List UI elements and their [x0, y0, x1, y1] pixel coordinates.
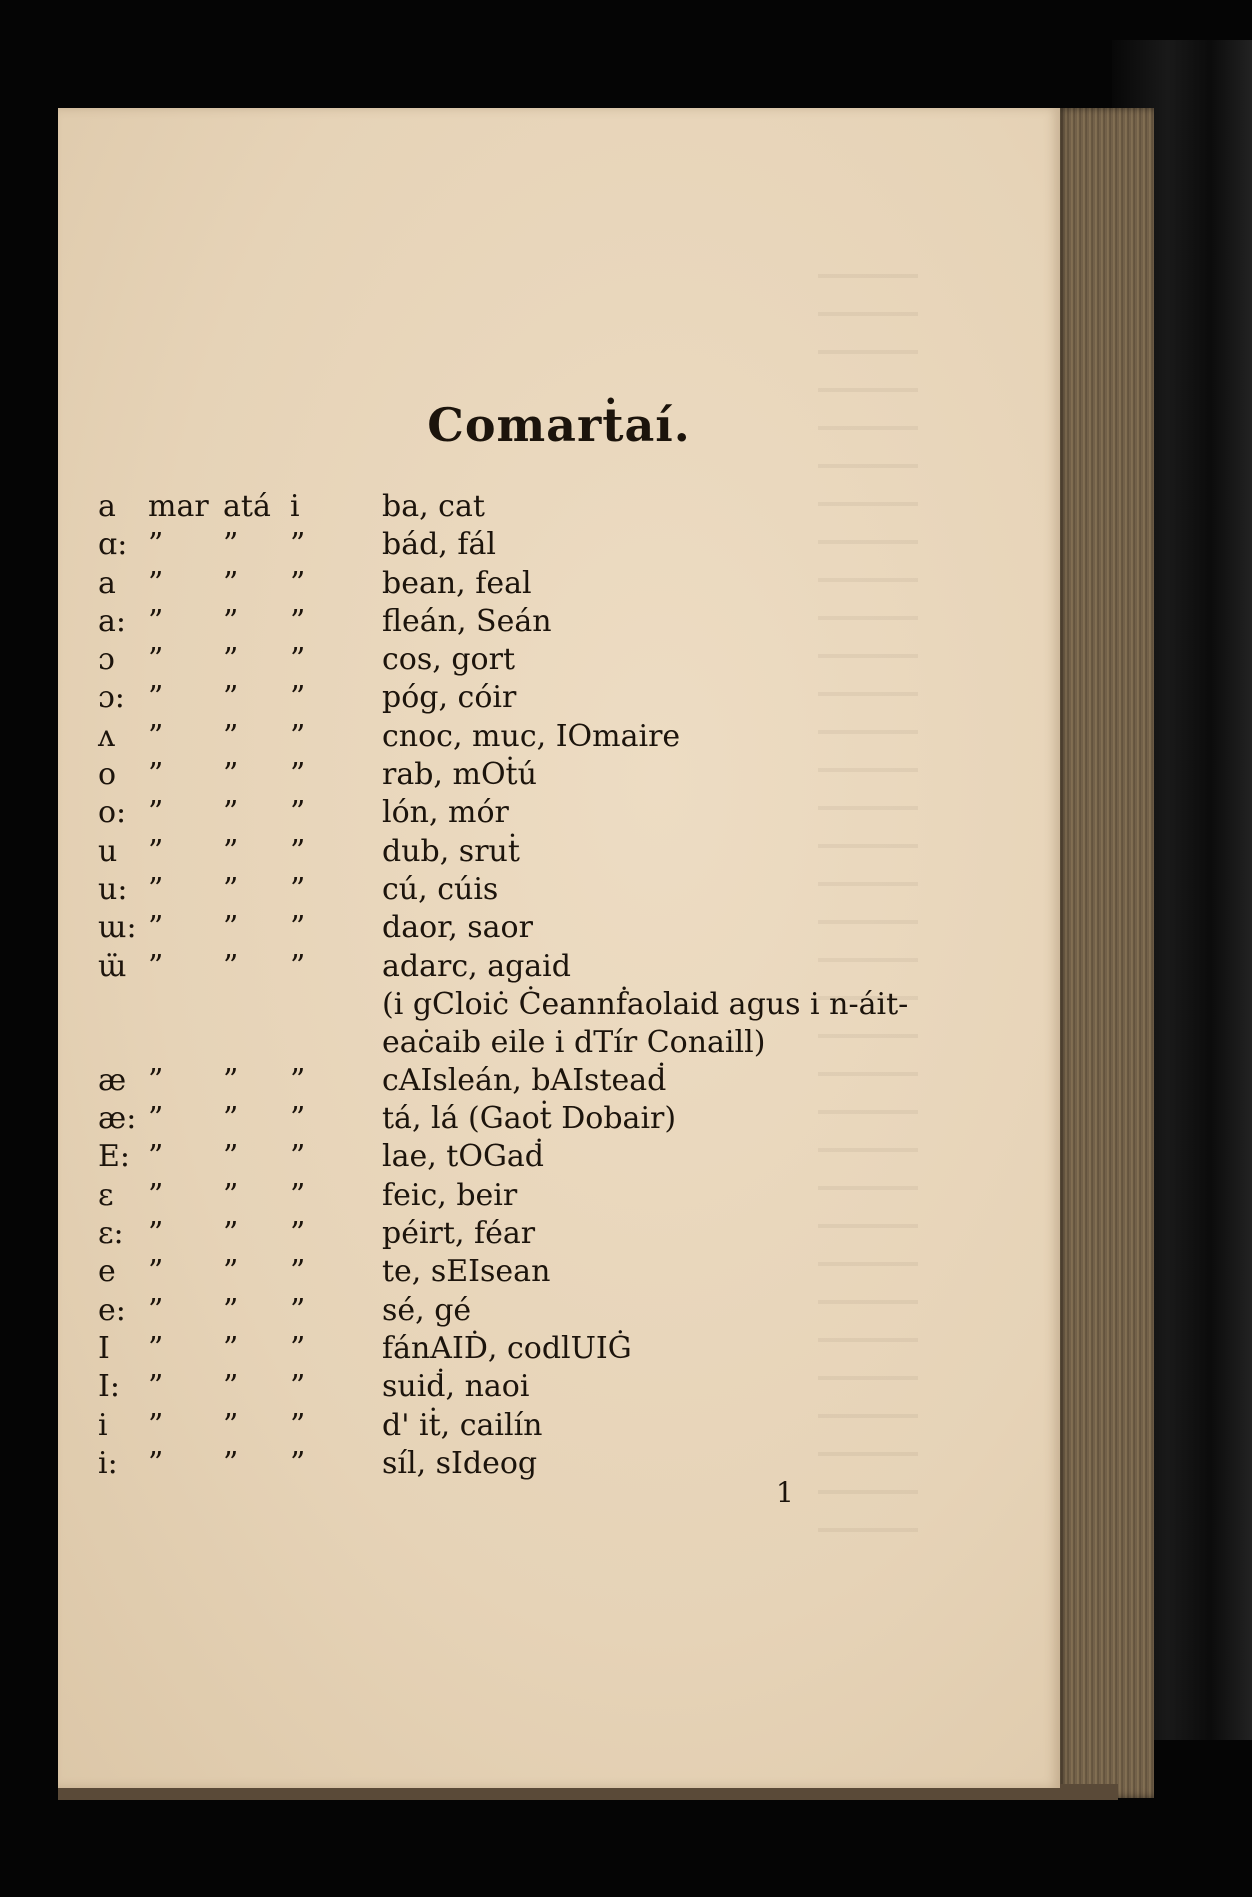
phonetic-symbol: I:: [98, 1369, 120, 1405]
ata-word: ”: [223, 795, 239, 831]
example-words: péirt, féar: [382, 1216, 536, 1252]
example-words: bean, feal: [382, 565, 532, 601]
ata-word: atá: [223, 489, 271, 524]
example-words: sé, gé: [382, 1292, 472, 1328]
table-row: [98, 526, 998, 564]
phonetic-symbol: ɯ:: [98, 910, 137, 946]
i-word: ”: [290, 1101, 306, 1137]
mar-word: ”: [148, 948, 164, 984]
table-row: [98, 948, 998, 986]
phonetic-symbol: u: [98, 833, 118, 869]
ata-word: ”: [223, 1216, 239, 1252]
mar-word: ”: [148, 1369, 164, 1405]
mar-word: ”: [148, 718, 164, 754]
ata-word: ”: [223, 1330, 239, 1366]
page-number: 1: [776, 1476, 794, 1509]
example-words: póg, cóir: [382, 680, 517, 716]
phonetic-symbol: i:: [98, 1445, 118, 1481]
table-row: [98, 679, 998, 717]
ata-word: ”: [223, 565, 239, 601]
ata-word: ”: [223, 1254, 239, 1290]
i-word: ”: [290, 1407, 306, 1443]
phonetic-symbol: ɛ:: [98, 1216, 124, 1252]
example-words: suiḋ, naoi: [382, 1369, 530, 1405]
mar-word: ”: [148, 642, 164, 678]
table-row: [98, 1445, 998, 1483]
i-word: ”: [290, 1216, 306, 1252]
mar-word: ”: [148, 680, 164, 716]
ata-word: ”: [223, 1445, 239, 1481]
i-word: ”: [290, 680, 306, 716]
i-word: ”: [290, 1062, 306, 1098]
ata-word: ”: [223, 871, 239, 907]
ata-word: ”: [223, 603, 239, 639]
page-title: Comarṫaí.: [427, 398, 691, 452]
table-row: [98, 718, 998, 756]
mar-word: ”: [148, 871, 164, 907]
ata-word: ”: [223, 910, 239, 946]
i-word: ”: [290, 757, 306, 793]
ata-word: ”: [223, 718, 239, 754]
mar-word: ”: [148, 1254, 164, 1290]
mar-word: ”: [148, 1292, 164, 1328]
ata-word: ”: [223, 833, 239, 869]
table-row: [98, 1368, 998, 1406]
table-row: [98, 1062, 998, 1100]
ata-word: ”: [223, 1101, 239, 1137]
i-word: ”: [290, 1177, 306, 1213]
mar-word: mar: [148, 489, 209, 524]
table-row: [98, 603, 998, 641]
ata-word: ”: [223, 948, 239, 984]
mar-word: ”: [148, 757, 164, 793]
example-words: dub, sruṫ: [382, 833, 520, 869]
ata-word: ”: [223, 642, 239, 678]
phonetic-symbol: æ: [98, 1062, 127, 1098]
ata-word: ”: [223, 757, 239, 793]
i-word: ”: [290, 603, 306, 639]
ata-word: ”: [223, 1177, 239, 1213]
phonetic-symbol: a: [98, 489, 116, 524]
phonetic-table: [98, 488, 998, 1483]
table-row: [98, 1292, 998, 1330]
example-words: te, sEIsean: [382, 1254, 551, 1290]
mar-word: ”: [148, 833, 164, 869]
i-word: ”: [290, 527, 306, 563]
phonetic-symbol: e:: [98, 1292, 126, 1328]
i-word: ”: [290, 565, 306, 601]
table-row: [98, 1407, 998, 1445]
ata-word: ”: [223, 1407, 239, 1443]
phonetic-symbol: I: [98, 1330, 110, 1366]
mar-word: ”: [148, 1062, 164, 1098]
mar-word: ”: [148, 1216, 164, 1252]
example-words: bád, fál: [382, 527, 496, 563]
page-edges: [1058, 108, 1154, 1798]
page: [58, 108, 1060, 1788]
i-word: ”: [290, 1369, 306, 1405]
phonetic-symbol: æ:: [98, 1101, 137, 1137]
mar-word: ”: [148, 1330, 164, 1366]
mar-word: ”: [148, 565, 164, 601]
mar-word: ”: [148, 910, 164, 946]
i-word: ”: [290, 718, 306, 754]
i-word: ”: [290, 642, 306, 678]
regional-note: (i gCloiċ Ċeannḟaolaid agus i n-áit-eaċaib eile i dTír Conaill): [382, 986, 909, 1060]
i-word: ”: [290, 1292, 306, 1328]
ata-word: ”: [223, 1369, 239, 1405]
table-row: [98, 1100, 998, 1138]
example-words: síl, sIdeog: [382, 1445, 538, 1481]
table-row: [98, 871, 998, 909]
phonetic-symbol: ʌ: [98, 718, 115, 754]
example-words: feic, beir: [382, 1177, 518, 1213]
table-row: [98, 909, 998, 947]
phonetic-symbol: o:: [98, 795, 127, 831]
table-row: [98, 1215, 998, 1253]
phonetic-symbol: E:: [98, 1139, 131, 1175]
table-row: [98, 1253, 998, 1291]
example-words: cú, cúis: [382, 871, 499, 907]
table-row: [98, 756, 998, 794]
example-words: daor, saor: [382, 910, 533, 946]
ata-word: ”: [223, 1292, 239, 1328]
example-words: cAIsleán, bAIsteaḋ: [382, 1062, 667, 1098]
i-word: i: [290, 489, 300, 524]
mar-word: ”: [148, 1177, 164, 1213]
table-row: [98, 1177, 998, 1215]
phonetic-symbol: e: [98, 1254, 116, 1290]
i-word: ”: [290, 1445, 306, 1481]
mar-word: ”: [148, 1407, 164, 1443]
example-words: ba, cat: [382, 489, 485, 524]
i-word: ”: [290, 833, 306, 869]
phonetic-symbol: i: [98, 1407, 108, 1443]
example-words: tá, lá (Gaoṫ Dobair): [382, 1101, 677, 1137]
phonetic-symbol: ɔ: [98, 642, 115, 678]
mar-word: ”: [148, 795, 164, 831]
example-words: cos, gort: [382, 642, 515, 678]
i-word: ”: [290, 871, 306, 907]
i-word: ”: [290, 1254, 306, 1290]
example-words: lón, mór: [382, 795, 509, 831]
phonetic-symbol: ɛ: [98, 1177, 114, 1213]
example-words: cnoc, muc, IOmaire: [382, 718, 681, 754]
table-row: [98, 565, 998, 603]
ata-word: ”: [223, 1139, 239, 1175]
mar-word: ”: [148, 1101, 164, 1137]
i-word: ”: [290, 1330, 306, 1366]
example-words: d' iṫ, cailín: [382, 1407, 543, 1443]
i-word: ”: [290, 910, 306, 946]
mar-word: ”: [148, 1139, 164, 1175]
phonetic-symbol: ɑ:: [98, 527, 128, 563]
ata-word: ”: [223, 680, 239, 716]
table-row: [98, 641, 998, 679]
table-row: [98, 1330, 998, 1368]
table-row: [98, 488, 998, 526]
example-words: lae, tOGaḋ: [382, 1139, 545, 1175]
mar-word: ”: [148, 1445, 164, 1481]
table-row: [98, 833, 998, 871]
example-words: adarc, agaid: [382, 948, 571, 984]
i-word: ”: [290, 795, 306, 831]
phonetic-symbol: a: [98, 565, 116, 601]
phonetic-symbol: u:: [98, 871, 128, 907]
i-word: ”: [290, 1139, 306, 1175]
ata-word: ”: [223, 527, 239, 563]
ata-word: ”: [223, 1062, 239, 1098]
phonetic-symbol: ɯ̈: [98, 948, 127, 984]
table-row: [98, 1138, 998, 1176]
phonetic-symbol: ɔ:: [98, 680, 125, 716]
book: [58, 108, 1158, 1798]
phonetic-symbol: a:: [98, 603, 126, 639]
table-row: [98, 794, 998, 832]
example-words: fánAIḊ, codlUIĠ: [382, 1330, 632, 1366]
i-word: ”: [290, 948, 306, 984]
mar-word: ”: [148, 527, 164, 563]
example-words: rab, mOṫú: [382, 757, 537, 793]
example-words: fleán, Seán: [382, 603, 552, 639]
mar-word: ”: [148, 603, 164, 639]
phonetic-symbol: o: [98, 757, 117, 793]
